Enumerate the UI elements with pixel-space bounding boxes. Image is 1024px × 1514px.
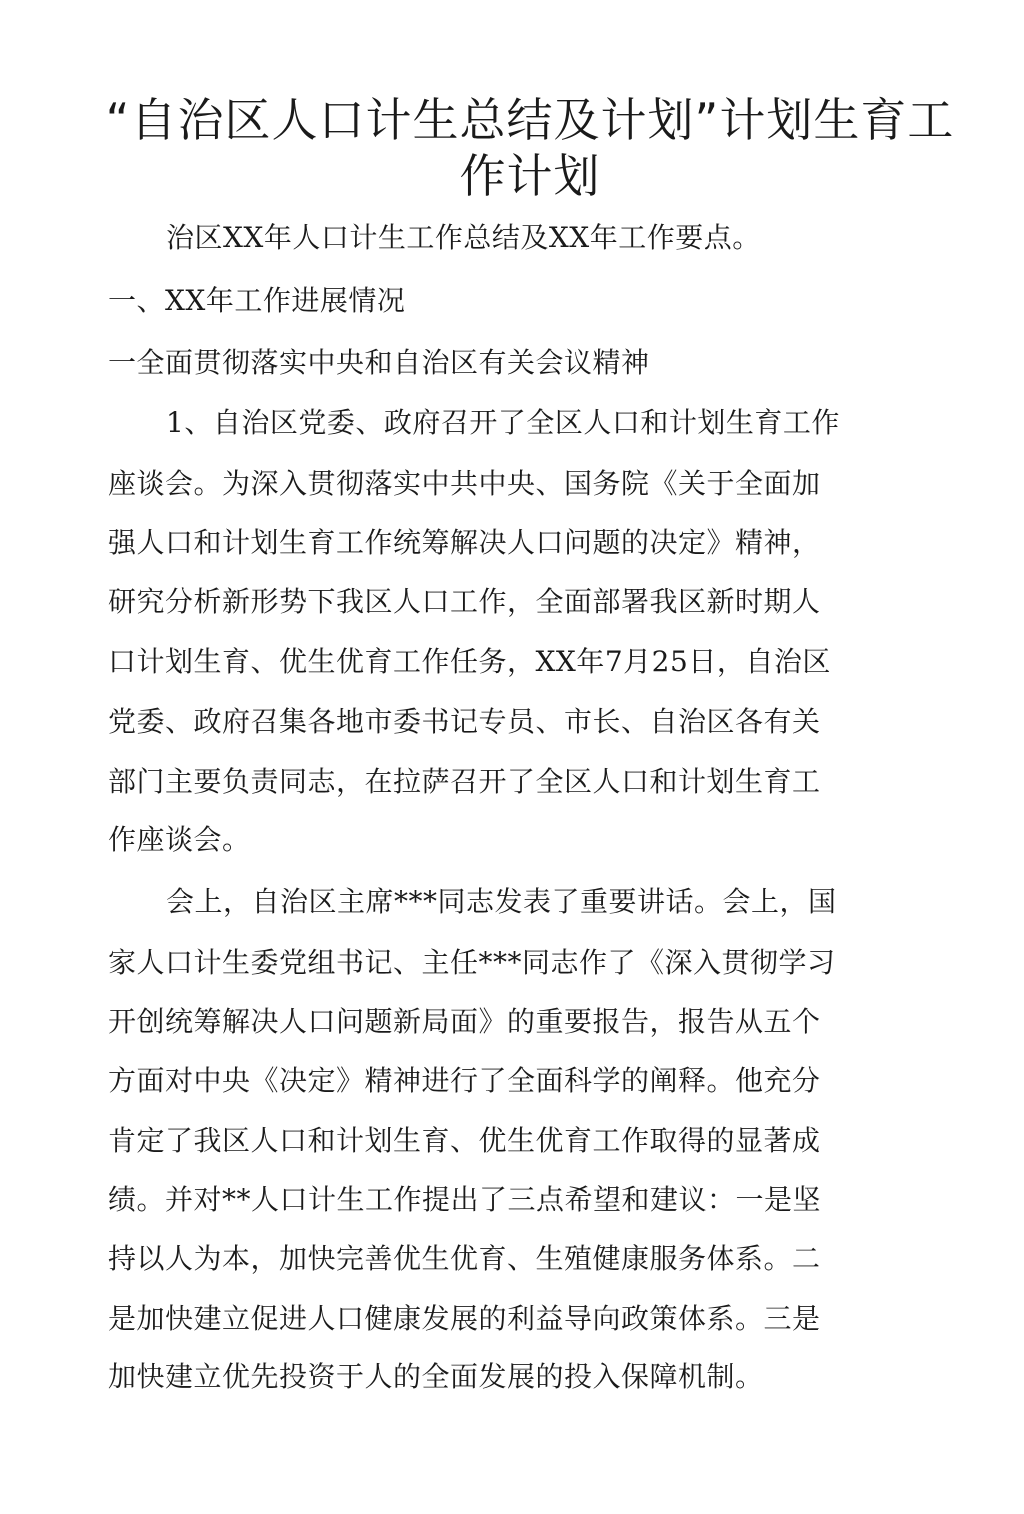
paragraph-line: 开创统筹解决人口问题新局面》的重要报告，报告从五个 [108, 1005, 821, 1038]
sub-heading: 一全面贯彻落实中央和自治区有关会议精神 [108, 346, 650, 379]
paragraph-line: 党委、政府召集各地市委书记专员、市长、自治区各有关 [108, 705, 821, 738]
paragraph-line: 绩。并对**人口计生工作提出了三点希望和建议：一是坚 [108, 1183, 822, 1216]
paragraph-line: 口计划生育、优生优育工作任务，XX年7月25日，自治区 [108, 645, 831, 678]
paragraph-line: 会上，自治区主席***同志发表了重要讲话。会上，国 [166, 885, 837, 918]
section-heading: 一、XX年工作进展情况 [108, 284, 406, 317]
document-subtitle: 治区XX年人口计生工作总结及XX年工作要点。 [166, 221, 761, 254]
paragraph-line: 持以人为本，加快完善优生优育、生殖健康服务体系。二 [108, 1242, 821, 1275]
paragraph-line: 1、自治区党委、政府召开了全区人口和计划生育工作 [166, 406, 840, 439]
paragraph-line: 研究分析新形势下我区人口工作，全面部署我区新时期人 [108, 585, 821, 618]
document-title: “自治区人口计生总结及计划”计划生育工作计划 [105, 93, 955, 203]
paragraph-line: 加快建立优先投资于人的全面发展的投入保障机制。 [108, 1360, 764, 1393]
paragraph-line: 方面对中央《决定》精神进行了全面科学的阐释。他充分 [108, 1064, 821, 1097]
paragraph-line: 强人口和计划生育工作统筹解决人口问题的决定》精神， [108, 526, 821, 559]
paragraph-line: 部门主要负责同志，在拉萨召开了全区人口和计划生育工 [108, 765, 821, 798]
paragraph-line: 家人口计生委党组书记、主任***同志作了《深入贯彻学习 [108, 946, 836, 979]
paragraph-line: 座谈会。为深入贯彻落实中共中央、国务院《关于全面加 [108, 467, 821, 500]
paragraph-line: 肯定了我区人口和计划生育、优生优育工作取得的显著成 [108, 1124, 821, 1157]
paragraph-line: 作座谈会。 [108, 823, 251, 856]
paragraph-line: 是加快建立促进人口健康发展的利益导向政策体系。三是 [108, 1302, 821, 1335]
